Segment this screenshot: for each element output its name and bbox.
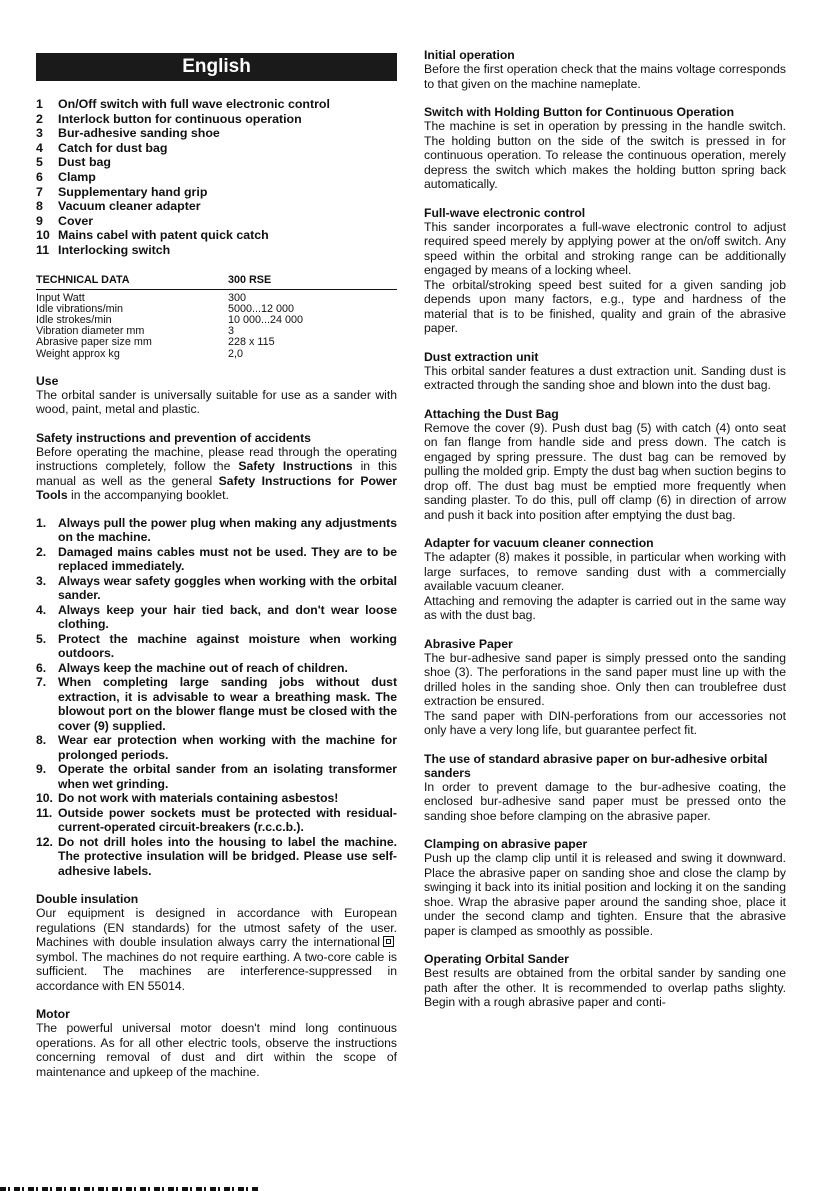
part-number: 2 [36,111,43,126]
rule-number: 12. [36,834,53,849]
double-insulation-section [36,892,397,993]
manual-section [424,952,786,1010]
double-insulation-text: Our equipment is designed in accordance with European regulations (EN standards) for the utmost safety of the user. Machines with double insulation always carry the internationalsymbol. The machines do not require earthing. A two-core cable is sufficient. The machines are interference-suppressed in accordance with EN 55014. [36,906,397,993]
tech-value: 228 x 115 [228,336,275,349]
tech-row [36,349,397,360]
part-label: Catch for dust bag [58,140,168,155]
section-paragraph: Push up the clamp clip until it is released and swing it downward. Place the abrasive paper on sanding shoe and close the clamp by swinging it back into its initial position and locking it on the sanding shoe. Wrap the abrasive paper around the sanding shoe, place it under the second clamp and tighten. Ensure that the abrasive paper is clamped as smoothly as possible. [424,851,786,938]
safety-rule [36,603,397,632]
safety-rule [36,545,397,574]
section-paragraph: Attaching and removing the adapter is carried out in the same way as with the dust bag. [424,593,786,622]
part-label: Interlock button for continuous operation [58,111,302,126]
rule-number: 2. [36,544,47,559]
section-paragraph: The orbital/stroking speed best suited for a given sanding job depends upon many factors, e.g., type and hardness of the material that is to be finished, quality and grain of the abrasive paper. [424,277,786,335]
safety-rules-list [36,516,397,879]
part-item [36,228,397,243]
part-item [36,97,397,112]
section-paragraph: Remove the cover (9). Push dust bag (5) with catch (4) onto seat on fan flange from handle side and press down. The catch is engaged by spring pressure. The dust bag can be removed by pulling the molded grip. Empty the dust bag when suction begins to drop off. The dust bag must be emptied more frequently when sanding plaster. To do this, pull off clamp (6) in direction of arrow and push it back into position after emptying the dust bag. [424,420,786,522]
manual-section [424,536,786,623]
part-item [36,112,397,127]
tech-label: Vibration diameter mm [36,325,145,338]
part-number: 4 [36,140,43,155]
rule-text: Do not drill holes into the housing to label the machine. The protective insulation will be bridged. Please use self-adhesive labels. [58,834,397,878]
double-insulation-icon [383,936,394,947]
manual-section [424,837,786,938]
double-insulation-title: Double insulation [36,892,139,907]
tech-value: 5000...12 000 [228,302,295,315]
section-title: Dust extraction unit [424,349,539,364]
rule-text: Do not work with materials containing asbestos! [58,791,339,806]
rule-number: 3. [36,573,47,588]
safety-rule [36,835,397,879]
part-item [36,243,397,258]
rule-text: Always keep the machine out of reach of children. [58,660,348,675]
language-heading: English [36,53,397,81]
manual-section [424,752,786,824]
part-number: 11 [36,242,50,257]
technical-data-table [36,274,397,360]
safety-rule [36,574,397,603]
safety-intro: Before operating the machine, please read through the operating instructions completely, follow the Safety Instructions in this manual as well as the general Safety Instructions for Power Tools in the accompanying booklet. [36,444,397,503]
use-title: Use [36,373,59,388]
tech-value: 3 [228,325,235,338]
tech-header: TECHNICAL DATA [36,274,228,290]
manual-section [424,350,786,393]
part-number: 3 [36,126,43,141]
rule-number: 8. [36,733,47,748]
rule-text: When completing large sanding jobs without dust extraction, it is advisable to wear a breathing mask. The blowout port on the blower flange must be closed with the cover (9) supplied. [58,675,397,733]
section-paragraph: The adapter (8) makes it possible, in particular when working with large surfaces, to remove sanding dust with a commercially available vacuum cleaner. [424,550,786,593]
safety-rule [36,791,397,806]
safety-rule [36,762,397,791]
tech-label: Idle vibrations/min [36,302,124,315]
rule-text: Wear ear protection when working with the machine for prolonged periods. [58,733,397,762]
section-title: Switch with Holding Button for Continuous Operation [424,105,735,119]
tech-label: Abrasive paper size mm [36,336,152,349]
part-item [36,199,397,214]
part-number: 6 [36,169,43,184]
section-title: The use of standard abrasive paper on bur-adhesive orbital sanders [424,751,768,780]
part-item [36,214,397,229]
section-title: Adapter for vacuum cleaner connection [424,536,654,550]
motor-text: The powerful universal motor doesn't mind long continuous operations. As for all other electric tools, observe the instructions concerning removal of dust and dirt within the scope of maintenance and upkeep of the machine. [36,1021,397,1079]
scan-edge-artifact [0,1187,260,1191]
tech-label: Weight approx kg [36,347,120,360]
part-item [36,141,397,156]
tech-row [36,337,397,348]
part-item [36,170,397,185]
part-label: Supplementary hand grip [58,184,208,199]
section-paragraph: Best results are obtained from the orbital sander by sanding one path after the other. It is recommended to overlap paths slighty. Begin with a rough abrasive paper and conti- [424,966,786,1009]
manual-section [424,637,786,738]
safety-rule [36,516,397,545]
rule-text: Damaged mains cables must not be used. They are to be replaced immediately. [58,544,397,574]
part-label: Dust bag [58,155,112,170]
safety-section [36,431,397,879]
tech-label: Idle strokes/min [36,313,112,326]
section-paragraph: The sand paper with DIN-perforations from our accessories not only have a very long life, but guarantee perfect fit. [424,708,786,737]
manual-section [424,407,786,523]
part-label: On/Off switch with full wave electronic control [58,97,330,111]
section-paragraph: This sander incorporates a full-wave electronic control to adjust required speed merely by applying power at the on/off switch. Any speed within the orbital and stroking range can be additionally engaged by means of a locking wheel. [424,219,786,277]
section-title: Abrasive Paper [424,636,513,651]
part-item [36,155,397,170]
rule-number: 10. [36,791,53,806]
part-number: 7 [36,184,43,199]
part-label: Cover [58,213,94,228]
section-paragraph: The bur-adhesive sand paper is simply pressed onto the sanding shoe (3). The perforations in the sand paper must line up with the drilled holes in the sanding shoe. Only then can troublefree dust extraction be ensured. [424,650,786,708]
rule-number: 4. [36,602,47,617]
part-number: 5 [36,155,43,170]
rule-text: Always keep your hair tied back, and don't wear loose clothing. [58,602,397,632]
part-label: Bur-adhesive sanding shoe [58,126,220,141]
part-label: Interlocking switch [58,242,171,257]
section-title: Attaching the Dust Bag [424,406,559,421]
tech-label: Input Watt [36,291,85,304]
manual-section [424,48,786,91]
part-number: 1 [36,97,43,111]
tech-model: 300 RSE [228,274,397,290]
tech-value: 2,0 [228,347,244,360]
section-title: Operating Orbital Sander [424,952,569,966]
part-label: Clamp [58,169,96,184]
section-paragraph: The machine is set in operation by pressing in the handle switch. The holding button on the side of the switch is pressed in for continuous operation. To release the continuous operation, merely depress the switch which makes the holding button spring back automatically. [424,119,786,191]
use-section [36,374,397,417]
part-item [36,185,397,200]
tech-value: 300 [228,291,247,304]
section-title: Clamping on abrasive paper [424,837,588,851]
rule-text: Outside power sockets must be protected with residual-current-operated circuit-breakers (r.c.c.b.). [58,805,397,835]
rule-number: 11. [36,805,53,820]
motor-section [36,1007,397,1079]
section-paragraph: Before the first operation check that the mains voltage corresponds to that given on the machine nameplate. [424,62,786,91]
part-number: 8 [36,199,43,214]
left-column [36,48,397,1093]
rule-text: Always pull the power plug when making any adjustments on the machine. [58,515,397,545]
safety-rule [36,733,397,762]
tech-value: 10 000...24 000 [228,313,304,326]
section-title: Full-wave electronic control [424,205,586,220]
rule-number: 1. [36,515,47,530]
manual-section [424,206,786,336]
rule-number: 6. [36,660,47,675]
part-number: 10 [36,228,50,243]
rule-text: Operate the orbital sander from an isolating transformer when wet grinding. [58,762,397,791]
rule-number: 9. [36,762,47,777]
part-label: Vacuum cleaner adapter [58,199,201,214]
section-paragraph: In order to prevent damage to the bur-adhesive coating, the enclosed bur-adhesive sand paper must be pressed onto the sanding shoe before clamping on the abrasive paper. [424,779,786,823]
rule-text: Always wear safety goggles when working with the orbital sander. [58,573,397,603]
safety-title: Safety instructions and prevention of accidents [36,430,311,445]
section-paragraph: This orbital sander features a dust extraction unit. Sanding dust is extracted through the sanding shoe and blown into the dust bag. [424,363,786,392]
manual-section [424,105,786,192]
safety-rule [36,661,397,676]
rule-number: 5. [36,631,47,646]
part-label: Mains cabel with patent quick catch [58,228,269,243]
part-item [36,126,397,141]
rule-text: Protect the machine against moisture when working outdoors. [58,631,397,661]
tech-row [36,289,397,304]
safety-rule [36,806,397,835]
right-column [424,48,786,1024]
parts-list [36,97,397,258]
rule-number: 7. [36,675,47,690]
section-title: Initial operation [424,48,515,62]
safety-rule [36,632,397,661]
safety-rule [36,675,397,733]
motor-title: Motor [36,1007,70,1022]
part-number: 9 [36,213,43,228]
use-text: The orbital sander is universally suitable for use as a sander with wood, paint, metal and plastic. [36,387,397,417]
